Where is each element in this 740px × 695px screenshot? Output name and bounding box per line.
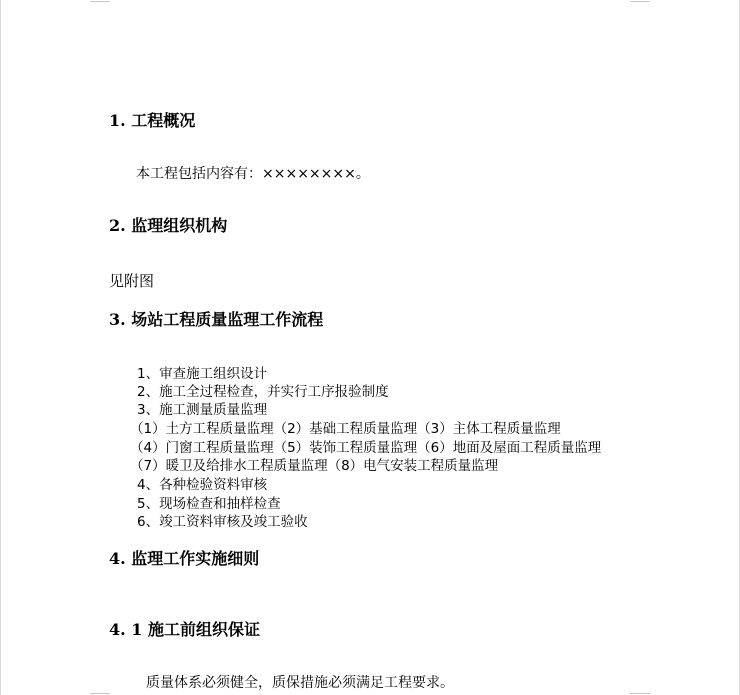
crop-mark-bottom-right	[630, 693, 650, 694]
section-2-heading: 2. 监理组织机构	[109, 216, 228, 235]
crop-mark-bottom-left	[90, 693, 110, 694]
crop-mark-top-left	[90, 1, 110, 2]
list-item: 1、审查施工组织设计	[137, 366, 268, 382]
list-item: （4）门窗工程质量监理（5）装饰工程质量监理（6）地面及屋面工程质量监理	[130, 440, 602, 456]
section-2-body: 见附图	[109, 272, 155, 290]
list-item: 5、现场检查和抽样检查	[137, 496, 281, 512]
page-left-edge	[0, 0, 1, 695]
section-1-body: 本工程包括内容有：××××××××。	[136, 166, 370, 182]
list-item: 2、施工全过程检查，并实行工序报验制度	[137, 384, 389, 400]
section-1-heading: 1. 工程概况	[109, 111, 196, 130]
crop-mark-top-right	[630, 1, 650, 2]
list-item: （7）暖卫及给排水工程质量监理（8）电气安装工程质量监理	[130, 458, 499, 474]
section-4-1-heading: 4. 1 施工前组织保证	[109, 620, 260, 639]
section-3-heading: 3. 场站工程质量监理工作流程	[109, 310, 324, 329]
list-item: 3、施工测量质量监理	[137, 402, 268, 418]
list-item: 6、竣工资料审核及竣工验收	[137, 514, 308, 530]
list-item: （1）土方工程质量监理（2）基础工程质量监理（3）主体工程质量监理	[130, 421, 561, 437]
section-4-heading: 4. 监理工作实施细则	[109, 549, 260, 568]
section-4-1-body: 质量体系必须健全，质保措施必须满足工程要求。	[146, 675, 454, 691]
list-item: 4、各种检验资料审核	[137, 477, 268, 493]
